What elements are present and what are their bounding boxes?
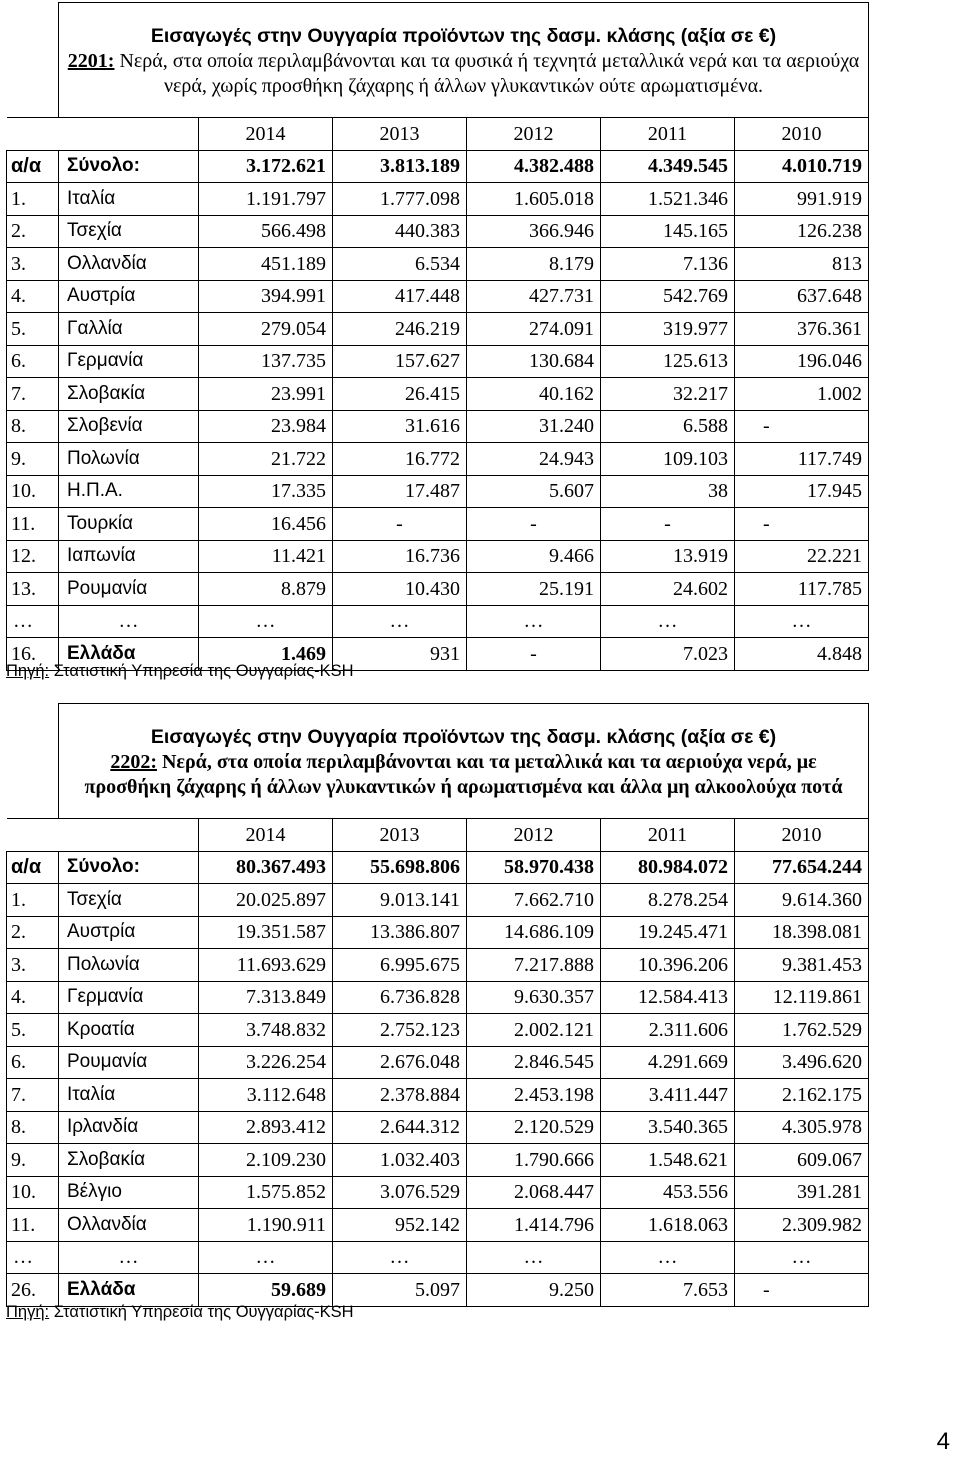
total-value: 80.984.072 bbox=[601, 851, 735, 884]
cell-value: 991.919 bbox=[735, 183, 869, 216]
cell-value: 137.735 bbox=[199, 345, 333, 378]
cell-value: - bbox=[601, 508, 735, 541]
title-spacer bbox=[7, 3, 59, 118]
greece-value: 1.469 bbox=[199, 638, 333, 671]
table-row bbox=[7, 1014, 869, 1047]
row-index: 9. bbox=[7, 1144, 59, 1177]
index-header: α/α bbox=[7, 150, 59, 183]
cell-value: 32.217 bbox=[601, 378, 735, 411]
title-row bbox=[7, 704, 869, 819]
cell-value: 1.190.911 bbox=[199, 1209, 333, 1242]
row-index: 2. bbox=[7, 215, 59, 248]
cell-value: 23.984 bbox=[199, 410, 333, 443]
country-name: Σλοβενία bbox=[59, 410, 199, 443]
table-row bbox=[7, 1079, 869, 1112]
cell-value: 21.722 bbox=[199, 443, 333, 476]
row-index: 2. bbox=[7, 916, 59, 949]
cell-value: 637.648 bbox=[735, 280, 869, 313]
ellipsis-cell: … bbox=[467, 1241, 601, 1274]
table-row bbox=[7, 345, 869, 378]
cell-value: - bbox=[467, 508, 601, 541]
country-name: Πολωνία bbox=[59, 443, 199, 476]
cell-value: 2.893.412 bbox=[199, 1111, 333, 1144]
row-index: 11. bbox=[7, 1209, 59, 1242]
cell-value: 1.618.063 bbox=[601, 1209, 735, 1242]
cell-value: 117.749 bbox=[735, 443, 869, 476]
greece-value: 4.848 bbox=[735, 638, 869, 671]
table-title bbox=[59, 704, 869, 819]
cell-value: 279.054 bbox=[199, 313, 333, 346]
cell-value: 24.602 bbox=[601, 573, 735, 606]
cell-value: 38 bbox=[601, 475, 735, 508]
year-header: 2012 bbox=[467, 118, 601, 151]
year-header: 2011 bbox=[601, 118, 735, 151]
table-row bbox=[7, 280, 869, 313]
years-spacer bbox=[7, 118, 199, 151]
total-value: 4.349.545 bbox=[601, 150, 735, 183]
cell-value: 319.977 bbox=[601, 313, 735, 346]
country-name: Ιταλία bbox=[59, 1079, 199, 1112]
table-row bbox=[7, 183, 869, 216]
cell-value: 246.219 bbox=[333, 313, 467, 346]
row-index: 5. bbox=[7, 313, 59, 346]
cell-value: 3.496.620 bbox=[735, 1046, 869, 1079]
year-header: 2011 bbox=[601, 819, 735, 852]
row-index: 11. bbox=[7, 508, 59, 541]
cell-value: 391.281 bbox=[735, 1176, 869, 1209]
cell-value: 4.305.978 bbox=[735, 1111, 869, 1144]
cell-value: - bbox=[735, 508, 869, 541]
table-row bbox=[7, 981, 869, 1014]
data-table bbox=[6, 2, 869, 671]
cell-value: 2.109.230 bbox=[199, 1144, 333, 1177]
row-index: 9. bbox=[7, 443, 59, 476]
country-name: Ολλανδία bbox=[59, 248, 199, 281]
country-name: Ιταλία bbox=[59, 183, 199, 216]
tariff-description: Νερά, στα οποία περιλαμβάνονται και τα μεταλλικά και τα αεριούχα νερά, με προσθήκη ζάχαρης ή άλλων γλυκαντικών ή αρωματισμένα και άλλα μη αλκοολούχα ποτά bbox=[84, 750, 843, 798]
greece-value: 59.689 bbox=[199, 1274, 333, 1307]
ellipsis-cell: … bbox=[199, 605, 333, 638]
cell-value: 1.777.098 bbox=[333, 183, 467, 216]
title-spacer bbox=[7, 704, 59, 819]
cell-value: 2.752.123 bbox=[333, 1014, 467, 1047]
year-header: 2010 bbox=[735, 118, 869, 151]
table-row bbox=[7, 508, 869, 541]
cell-value: 440.383 bbox=[333, 215, 467, 248]
table-row bbox=[7, 573, 869, 606]
cell-value: 417.448 bbox=[333, 280, 467, 313]
years-spacer bbox=[7, 819, 199, 852]
country-name: Ρουμανία bbox=[59, 573, 199, 606]
cell-value: 1.575.852 bbox=[199, 1176, 333, 1209]
cell-value: 8.879 bbox=[199, 573, 333, 606]
cell-value: 157.627 bbox=[333, 345, 467, 378]
cell-value: 5.607 bbox=[467, 475, 601, 508]
country-name: Τσεχία bbox=[59, 215, 199, 248]
table-row bbox=[7, 1144, 869, 1177]
title-line: Εισαγωγές στην Ουγγαρία προϊόντων της δασμ. κλάσης (αξία σε €) bbox=[150, 24, 777, 47]
total-label: Σύνολο: bbox=[59, 851, 199, 884]
cell-value: 2.120.529 bbox=[467, 1111, 601, 1144]
cell-value: 11.693.629 bbox=[199, 949, 333, 982]
greece-value: 7.023 bbox=[601, 638, 735, 671]
cell-value: 24.943 bbox=[467, 443, 601, 476]
cell-value: 2.068.447 bbox=[467, 1176, 601, 1209]
ellipsis-cell: … bbox=[735, 1241, 869, 1274]
cell-value: 394.991 bbox=[199, 280, 333, 313]
table-row bbox=[7, 378, 869, 411]
greece-row bbox=[7, 1274, 869, 1307]
year-header: 2014 bbox=[199, 819, 333, 852]
cell-value: 20.025.897 bbox=[199, 884, 333, 917]
cell-value: 2.644.312 bbox=[333, 1111, 467, 1144]
country-name: Γερμανία bbox=[59, 981, 199, 1014]
row-index: 3. bbox=[7, 248, 59, 281]
row-index: 13. bbox=[7, 573, 59, 606]
table-row bbox=[7, 215, 869, 248]
table-row bbox=[7, 884, 869, 917]
total-value: 58.970.438 bbox=[467, 851, 601, 884]
cell-value: 10.396.206 bbox=[601, 949, 735, 982]
cell-value: 453.556 bbox=[601, 1176, 735, 1209]
year-header: 2010 bbox=[735, 819, 869, 852]
ellipsis-cell: … bbox=[735, 605, 869, 638]
cell-value: 427.731 bbox=[467, 280, 601, 313]
total-row bbox=[7, 851, 869, 884]
cell-value: 196.046 bbox=[735, 345, 869, 378]
row-index: 10. bbox=[7, 1176, 59, 1209]
row-index: 16. bbox=[7, 638, 59, 671]
country-name: Αυστρία bbox=[59, 916, 199, 949]
cell-value: 31.240 bbox=[467, 410, 601, 443]
cell-value: 609.067 bbox=[735, 1144, 869, 1177]
cell-value: 31.616 bbox=[333, 410, 467, 443]
row-index: 8. bbox=[7, 1111, 59, 1144]
ellipsis-cell: … bbox=[59, 605, 199, 638]
cell-value: 9.630.357 bbox=[467, 981, 601, 1014]
row-index: 6. bbox=[7, 1046, 59, 1079]
cell-value: 9.381.453 bbox=[735, 949, 869, 982]
table-row bbox=[7, 248, 869, 281]
cell-value: 7.136 bbox=[601, 248, 735, 281]
total-value: 4.382.488 bbox=[467, 150, 601, 183]
tariff-code: 2201: bbox=[67, 49, 115, 72]
cell-value: 23.991 bbox=[199, 378, 333, 411]
cell-value: 542.769 bbox=[601, 280, 735, 313]
total-label: Σύνολο: bbox=[59, 150, 199, 183]
cell-value: 8.179 bbox=[467, 248, 601, 281]
ellipsis-cell: … bbox=[601, 605, 735, 638]
table-row bbox=[7, 1111, 869, 1144]
ellipsis-cell: … bbox=[7, 605, 59, 638]
country-name: Η.Π.Α. bbox=[59, 475, 199, 508]
cell-value: 6.736.828 bbox=[333, 981, 467, 1014]
cell-value: 17.335 bbox=[199, 475, 333, 508]
years-row bbox=[7, 819, 869, 852]
cell-value: 1.032.403 bbox=[333, 1144, 467, 1177]
table-row bbox=[7, 443, 869, 476]
table-row bbox=[7, 1176, 869, 1209]
country-name-greece: Ελλάδα bbox=[59, 638, 199, 671]
source-label: Πηγή: bbox=[6, 662, 50, 680]
total-value: 3.813.189 bbox=[333, 150, 467, 183]
cell-value: 451.189 bbox=[199, 248, 333, 281]
cell-value: 9.614.360 bbox=[735, 884, 869, 917]
cell-value: 117.785 bbox=[735, 573, 869, 606]
cell-value: 130.684 bbox=[467, 345, 601, 378]
cell-value: 2.002.121 bbox=[467, 1014, 601, 1047]
table-row bbox=[7, 313, 869, 346]
cell-value: 19.351.587 bbox=[199, 916, 333, 949]
year-header: 2013 bbox=[333, 118, 467, 151]
cell-value: 7.313.849 bbox=[199, 981, 333, 1014]
cell-value: 26.415 bbox=[333, 378, 467, 411]
row-index: 10. bbox=[7, 475, 59, 508]
cell-value: 1.414.796 bbox=[467, 1209, 601, 1242]
year-header: 2013 bbox=[333, 819, 467, 852]
cell-value: 2.378.884 bbox=[333, 1079, 467, 1112]
cell-value: 10.430 bbox=[333, 573, 467, 606]
cell-value: 2.309.982 bbox=[735, 1209, 869, 1242]
table-2201-block bbox=[6, 2, 868, 671]
country-name: Ιαπωνία bbox=[59, 540, 199, 573]
greece-value: 5.097 bbox=[333, 1274, 467, 1307]
cell-value: 125.613 bbox=[601, 345, 735, 378]
cell-value: 9.013.141 bbox=[333, 884, 467, 917]
cell-value: 3.226.254 bbox=[199, 1046, 333, 1079]
total-value: 80.367.493 bbox=[199, 851, 333, 884]
cell-value: 17.945 bbox=[735, 475, 869, 508]
title-line: Εισαγωγές στην Ουγγαρία προϊόντων της δασμ. κλάσης (αξία σε €) bbox=[150, 725, 777, 748]
row-index: 7. bbox=[7, 1079, 59, 1112]
title-row bbox=[7, 3, 869, 118]
page-number: 4 bbox=[936, 1428, 950, 1455]
row-index: 26. bbox=[7, 1274, 59, 1307]
source-note-2202 bbox=[6, 1303, 354, 1322]
cell-value: 9.466 bbox=[467, 540, 601, 573]
cell-value: 13.919 bbox=[601, 540, 735, 573]
cell-value: - bbox=[735, 410, 869, 443]
country-name: Σλοβακία bbox=[59, 378, 199, 411]
country-name: Γαλλία bbox=[59, 313, 199, 346]
year-header: 2012 bbox=[467, 819, 601, 852]
greece-value: 7.653 bbox=[601, 1274, 735, 1307]
cell-value: 109.103 bbox=[601, 443, 735, 476]
data-table bbox=[6, 703, 869, 1307]
ellipsis-row bbox=[7, 1241, 869, 1274]
cell-value: 3.411.447 bbox=[601, 1079, 735, 1112]
ellipsis-row bbox=[7, 605, 869, 638]
tariff-code: 2202: bbox=[110, 750, 157, 773]
cell-value: 8.278.254 bbox=[601, 884, 735, 917]
cell-value: 813 bbox=[735, 248, 869, 281]
cell-value: 18.398.081 bbox=[735, 916, 869, 949]
cell-value: 6.534 bbox=[333, 248, 467, 281]
cell-value: 40.162 bbox=[467, 378, 601, 411]
row-index: 8. bbox=[7, 410, 59, 443]
cell-value: 126.238 bbox=[735, 215, 869, 248]
cell-value: 2.676.048 bbox=[333, 1046, 467, 1079]
row-index: 3. bbox=[7, 949, 59, 982]
country-name: Γερμανία bbox=[59, 345, 199, 378]
country-name: Ρουμανία bbox=[59, 1046, 199, 1079]
country-name: Κροατία bbox=[59, 1014, 199, 1047]
ellipsis-cell: … bbox=[467, 605, 601, 638]
country-name: Αυστρία bbox=[59, 280, 199, 313]
cell-value: 145.165 bbox=[601, 215, 735, 248]
cell-value: 13.386.807 bbox=[333, 916, 467, 949]
row-index: 6. bbox=[7, 345, 59, 378]
row-index: 1. bbox=[7, 183, 59, 216]
source-text: Στατιστική Υπηρεσία της Ουγγαρίας-KSH bbox=[49, 1303, 354, 1321]
ellipsis-cell: … bbox=[601, 1241, 735, 1274]
cell-value: 4.291.669 bbox=[601, 1046, 735, 1079]
total-value: 55.698.806 bbox=[333, 851, 467, 884]
row-index: 7. bbox=[7, 378, 59, 411]
total-value: 77.654.244 bbox=[735, 851, 869, 884]
tariff-description: Νερά, στα οποία περιλαμβάνονται και τα φυσικά ή τεχνητά μεταλλικά νερά και τα αεριούχα νερά, χωρίς προσθήκη ζάχαρης ή άλλων γλυκαντικών ούτε αρωματισμένα. bbox=[114, 49, 860, 97]
greece-value: - bbox=[467, 638, 601, 671]
row-index: 4. bbox=[7, 981, 59, 1014]
cell-value: 12.119.861 bbox=[735, 981, 869, 1014]
cell-value: 1.191.797 bbox=[199, 183, 333, 216]
cell-value: 6.588 bbox=[601, 410, 735, 443]
ellipsis-cell: … bbox=[59, 1241, 199, 1274]
ellipsis-cell: … bbox=[333, 1241, 467, 1274]
row-index: 1. bbox=[7, 884, 59, 917]
greece-value: 931 bbox=[333, 638, 467, 671]
cell-value: 1.790.666 bbox=[467, 1144, 601, 1177]
cell-value: 2.453.198 bbox=[467, 1079, 601, 1112]
cell-value: 14.686.109 bbox=[467, 916, 601, 949]
cell-value: 3.540.365 bbox=[601, 1111, 735, 1144]
country-name: Τουρκία bbox=[59, 508, 199, 541]
source-label: Πηγή: bbox=[6, 1303, 50, 1321]
cell-value: 274.091 bbox=[467, 313, 601, 346]
country-name-greece: Ελλάδα bbox=[59, 1274, 199, 1307]
table-row bbox=[7, 540, 869, 573]
cell-value: 3.076.529 bbox=[333, 1176, 467, 1209]
row-index: 12. bbox=[7, 540, 59, 573]
cell-value: 16.456 bbox=[199, 508, 333, 541]
country-name: Σλοβακία bbox=[59, 1144, 199, 1177]
country-name: Τσεχία bbox=[59, 884, 199, 917]
cell-value: 16.736 bbox=[333, 540, 467, 573]
cell-value: 3.748.832 bbox=[199, 1014, 333, 1047]
cell-value: 3.112.648 bbox=[199, 1079, 333, 1112]
table-row bbox=[7, 1209, 869, 1242]
total-row bbox=[7, 150, 869, 183]
cell-value: - bbox=[333, 508, 467, 541]
cell-value: 7.662.710 bbox=[467, 884, 601, 917]
row-index: 4. bbox=[7, 280, 59, 313]
cell-value: 1.762.529 bbox=[735, 1014, 869, 1047]
table-row bbox=[7, 475, 869, 508]
country-name: Βέλγιο bbox=[59, 1176, 199, 1209]
cell-value: 22.221 bbox=[735, 540, 869, 573]
cell-value: 11.421 bbox=[199, 540, 333, 573]
row-index: 5. bbox=[7, 1014, 59, 1047]
cell-value: 12.584.413 bbox=[601, 981, 735, 1014]
cell-value: 19.245.471 bbox=[601, 916, 735, 949]
cell-value: 16.772 bbox=[333, 443, 467, 476]
source-text: Στατιστική Υπηρεσία της Ουγγαρίας-KSH bbox=[49, 662, 354, 680]
cell-value: 2.311.606 bbox=[601, 1014, 735, 1047]
cell-value: 2.846.545 bbox=[467, 1046, 601, 1079]
country-name: Ολλανδία bbox=[59, 1209, 199, 1242]
table-title bbox=[59, 3, 869, 118]
table-2202-block bbox=[6, 703, 868, 1307]
cell-value: 2.162.175 bbox=[735, 1079, 869, 1112]
index-header: α/α bbox=[7, 851, 59, 884]
total-value: 4.010.719 bbox=[735, 150, 869, 183]
cell-value: 1.605.018 bbox=[467, 183, 601, 216]
cell-value: 7.217.888 bbox=[467, 949, 601, 982]
cell-value: 1.521.346 bbox=[601, 183, 735, 216]
country-name: Ιρλανδία bbox=[59, 1111, 199, 1144]
ellipsis-cell: … bbox=[7, 1241, 59, 1274]
cell-value: 566.498 bbox=[199, 215, 333, 248]
cell-value: 366.946 bbox=[467, 215, 601, 248]
years-row bbox=[7, 118, 869, 151]
cell-value: 376.361 bbox=[735, 313, 869, 346]
table-row bbox=[7, 410, 869, 443]
cell-value: 25.191 bbox=[467, 573, 601, 606]
year-header: 2014 bbox=[199, 118, 333, 151]
greece-value: - bbox=[735, 1274, 869, 1307]
cell-value: 6.995.675 bbox=[333, 949, 467, 982]
ellipsis-cell: … bbox=[333, 605, 467, 638]
table-row bbox=[7, 916, 869, 949]
country-name: Πολωνία bbox=[59, 949, 199, 982]
cell-value: 1.002 bbox=[735, 378, 869, 411]
cell-value: 17.487 bbox=[333, 475, 467, 508]
total-value: 3.172.621 bbox=[199, 150, 333, 183]
greece-value: 9.250 bbox=[467, 1274, 601, 1307]
table-row bbox=[7, 949, 869, 982]
cell-value: 952.142 bbox=[333, 1209, 467, 1242]
ellipsis-cell: … bbox=[199, 1241, 333, 1274]
source-note-2201 bbox=[6, 662, 354, 681]
table-row bbox=[7, 1046, 869, 1079]
cell-value: 1.548.621 bbox=[601, 1144, 735, 1177]
